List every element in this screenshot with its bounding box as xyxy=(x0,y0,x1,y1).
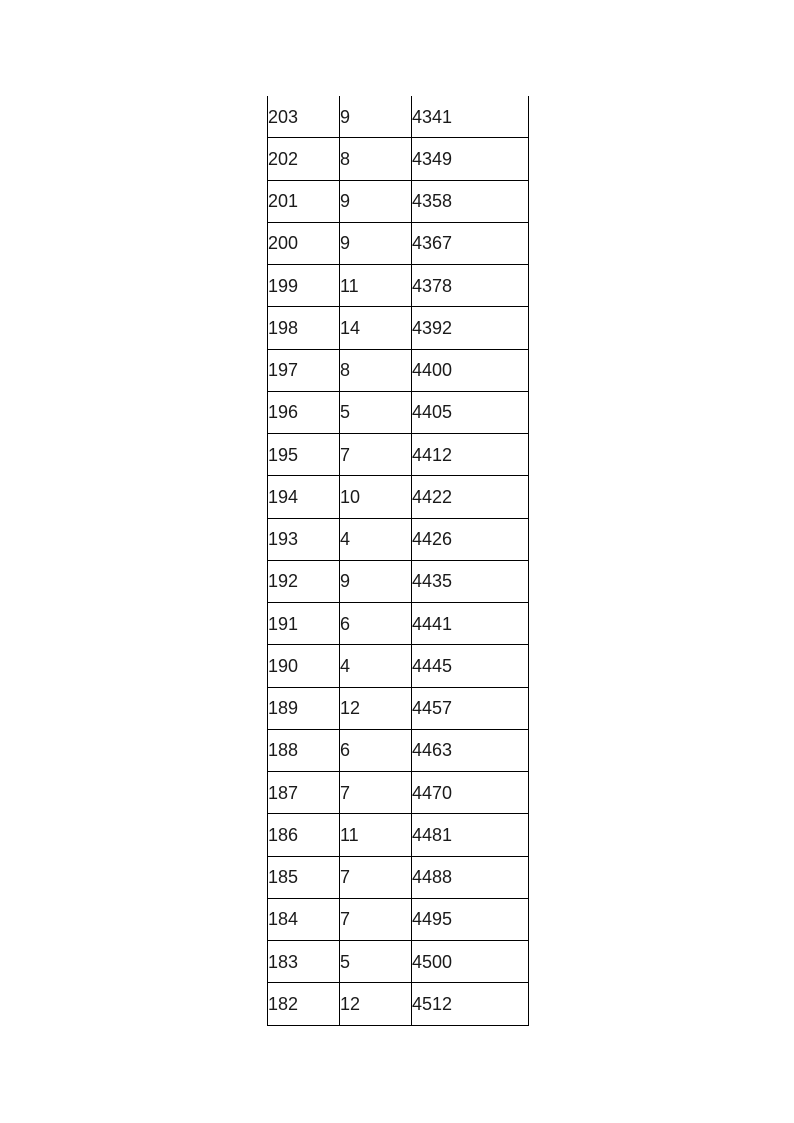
table-cell: 193 xyxy=(268,518,340,560)
table-cell: 9 xyxy=(340,222,412,264)
table-cell: 4495 xyxy=(412,898,529,940)
table-cell: 182 xyxy=(268,983,340,1025)
table-cell: 7 xyxy=(340,434,412,476)
table-cell: 4445 xyxy=(412,645,529,687)
table-cell: 201 xyxy=(268,180,340,222)
table-cell: 197 xyxy=(268,349,340,391)
table-body xyxy=(268,96,529,1025)
table-cell: 8 xyxy=(340,138,412,180)
table-cell: 192 xyxy=(268,560,340,602)
table-cell: 184 xyxy=(268,898,340,940)
table-row xyxy=(268,180,529,222)
table-cell: 4481 xyxy=(412,814,529,856)
table-cell: 4426 xyxy=(412,518,529,560)
table-cell: 5 xyxy=(340,941,412,983)
table-cell: 185 xyxy=(268,856,340,898)
table-row xyxy=(268,814,529,856)
table-cell: 194 xyxy=(268,476,340,518)
table-cell: 196 xyxy=(268,391,340,433)
table-cell: 4349 xyxy=(412,138,529,180)
table-row xyxy=(268,518,529,560)
table-cell: 203 xyxy=(268,96,340,138)
table-cell: 6 xyxy=(340,603,412,645)
table-cell: 4512 xyxy=(412,983,529,1025)
table-cell: 8 xyxy=(340,349,412,391)
table-row xyxy=(268,645,529,687)
table-row xyxy=(268,898,529,940)
table-cell: 187 xyxy=(268,772,340,814)
table-cell: 199 xyxy=(268,265,340,307)
table-cell: 7 xyxy=(340,772,412,814)
table-cell: 7 xyxy=(340,898,412,940)
table-row xyxy=(268,307,529,349)
table-cell: 4367 xyxy=(412,222,529,264)
table-row xyxy=(268,96,529,138)
table-cell: 189 xyxy=(268,687,340,729)
table-cell: 4405 xyxy=(412,391,529,433)
table-cell: 4463 xyxy=(412,729,529,771)
table-row xyxy=(268,434,529,476)
table-cell: 4412 xyxy=(412,434,529,476)
table-cell: 12 xyxy=(340,983,412,1025)
table-row xyxy=(268,391,529,433)
table-cell: 7 xyxy=(340,856,412,898)
table-cell: 11 xyxy=(340,814,412,856)
table-cell: 4500 xyxy=(412,941,529,983)
table-row xyxy=(268,772,529,814)
table-row xyxy=(268,265,529,307)
table-cell: 190 xyxy=(268,645,340,687)
table-row xyxy=(268,138,529,180)
table-cell: 186 xyxy=(268,814,340,856)
table-cell: 14 xyxy=(340,307,412,349)
table-row xyxy=(268,603,529,645)
table-row xyxy=(268,856,529,898)
data-table xyxy=(267,96,529,1026)
table-cell: 9 xyxy=(340,560,412,602)
table-cell: 5 xyxy=(340,391,412,433)
table-cell: 4392 xyxy=(412,307,529,349)
table-cell: 4 xyxy=(340,645,412,687)
table-cell: 4441 xyxy=(412,603,529,645)
table-cell: 202 xyxy=(268,138,340,180)
table-row xyxy=(268,560,529,602)
table-row xyxy=(268,222,529,264)
table-cell: 4 xyxy=(340,518,412,560)
table-cell: 195 xyxy=(268,434,340,476)
table-cell: 6 xyxy=(340,729,412,771)
table-cell: 9 xyxy=(340,96,412,138)
table-row xyxy=(268,476,529,518)
table-cell: 11 xyxy=(340,265,412,307)
table-cell: 4435 xyxy=(412,560,529,602)
table-cell: 4457 xyxy=(412,687,529,729)
table-cell: 12 xyxy=(340,687,412,729)
table-cell: 4341 xyxy=(412,96,529,138)
table-cell: 4422 xyxy=(412,476,529,518)
table-cell: 198 xyxy=(268,307,340,349)
table-cell: 4488 xyxy=(412,856,529,898)
table-cell: 200 xyxy=(268,222,340,264)
table-row xyxy=(268,349,529,391)
table-cell: 4400 xyxy=(412,349,529,391)
table-cell: 4358 xyxy=(412,180,529,222)
table-row xyxy=(268,687,529,729)
table-cell: 9 xyxy=(340,180,412,222)
table-cell: 10 xyxy=(340,476,412,518)
table-cell: 191 xyxy=(268,603,340,645)
table-cell: 4378 xyxy=(412,265,529,307)
table-row xyxy=(268,729,529,771)
table-cell: 4470 xyxy=(412,772,529,814)
table-row xyxy=(268,983,529,1025)
data-table-container xyxy=(267,96,528,1026)
table-row xyxy=(268,941,529,983)
table-cell: 188 xyxy=(268,729,340,771)
table-cell: 183 xyxy=(268,941,340,983)
